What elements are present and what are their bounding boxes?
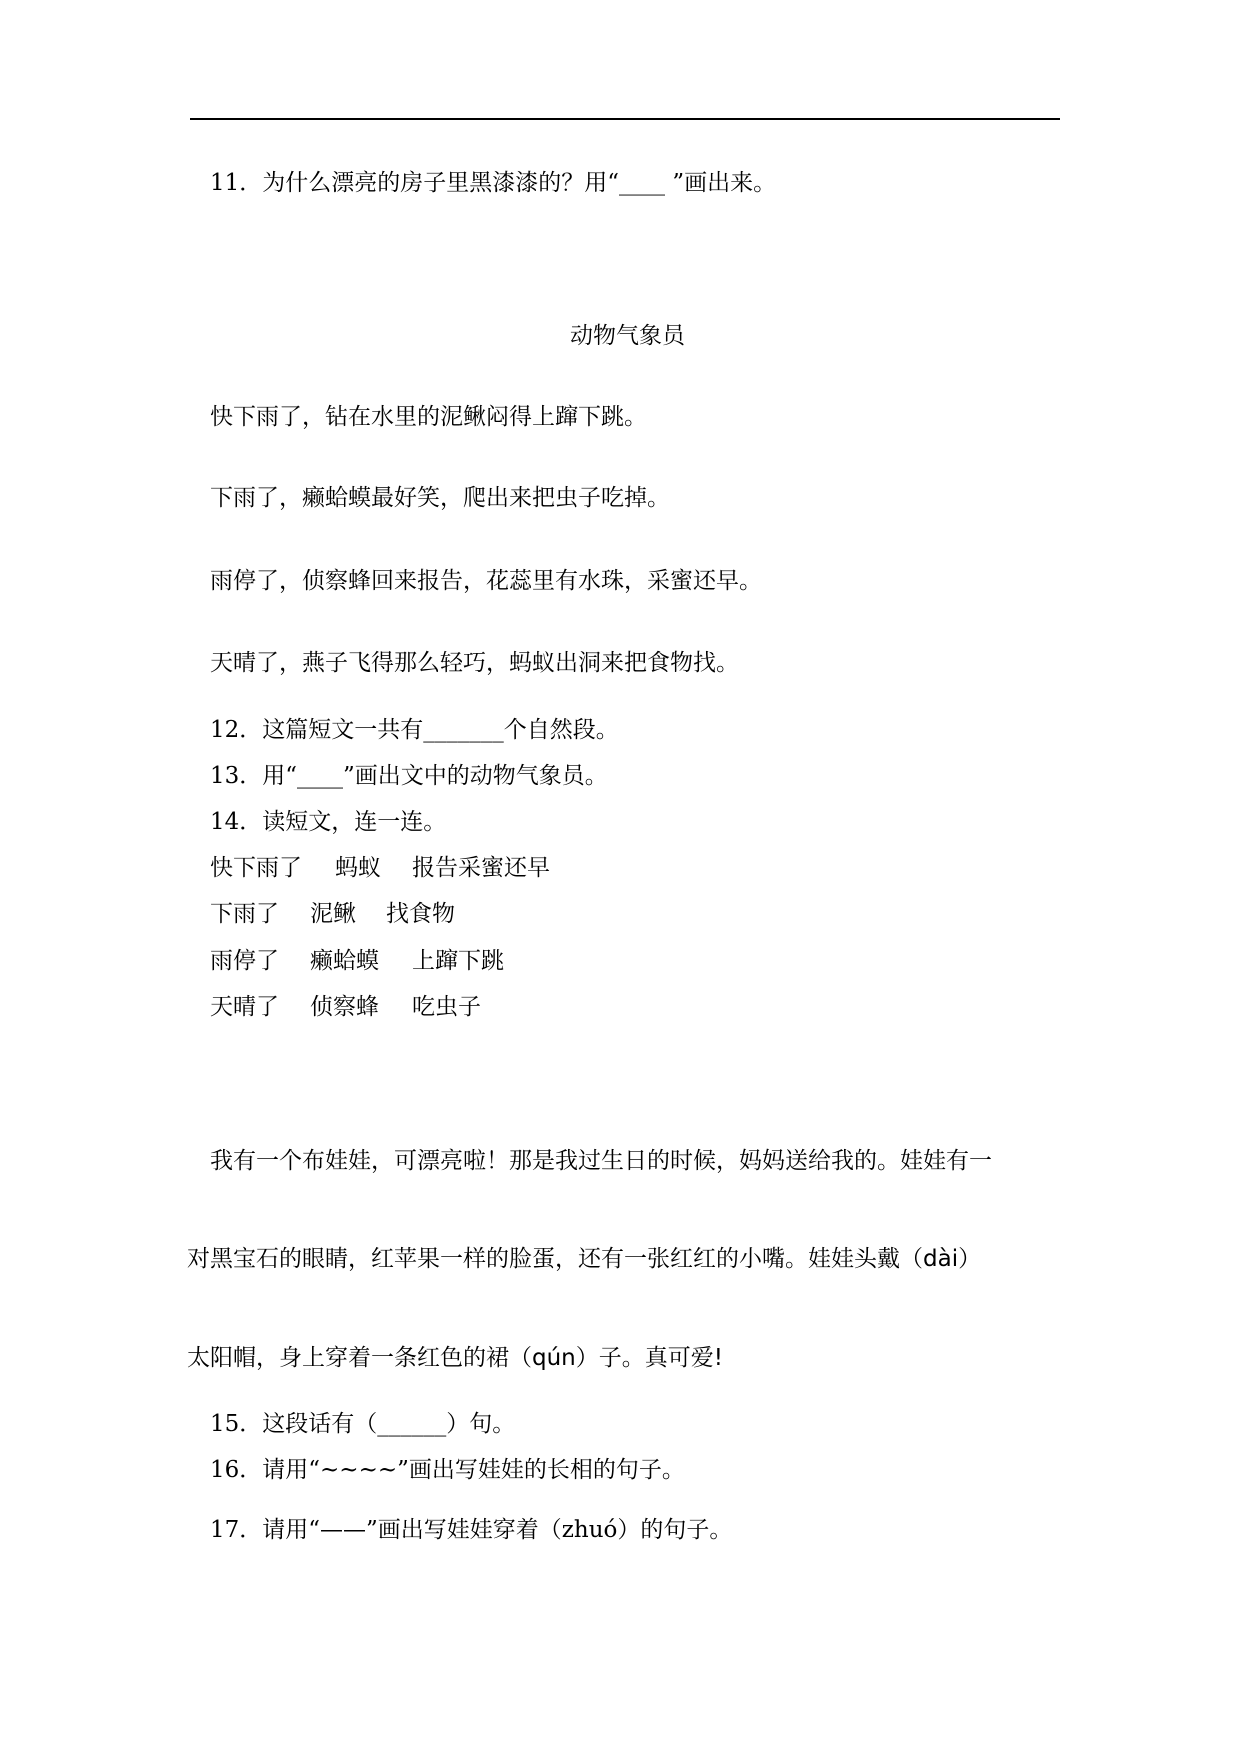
match-animal: 癞蛤蟆 bbox=[310, 948, 379, 974]
match-action: 上蹿下跳 bbox=[412, 948, 504, 974]
passage-line: 天晴了，燕子飞得那么轻巧，蚂蚁出洞来把食物找。 bbox=[210, 650, 739, 676]
passage2-line: 对黑宝石的眼睛，红苹果一样的脸蛋，还有一张红红的小嘴。娃娃头戴（dài） bbox=[187, 1246, 982, 1272]
question-15: 15．这段话有（______）句。 bbox=[210, 1411, 516, 1437]
header-rule bbox=[190, 118, 1060, 120]
question-13: 13．用“____”画出文中的动物气象员。 bbox=[210, 763, 608, 789]
match-animal: 蚂蚁 bbox=[335, 855, 381, 881]
passage-line: 下雨了，癞蛤蟆最好笑，爬出来把虫子吃掉。 bbox=[210, 485, 670, 511]
match-time: 快下雨了 bbox=[210, 855, 302, 881]
question-11: 11．为什么漂亮的房子里黑漆漆的？用“____ ”画出来。 bbox=[210, 170, 777, 196]
match-animal: 泥鳅 bbox=[310, 901, 356, 927]
question-17: 17．请用“——”画出写娃娃穿着（zhuó）的句子。 bbox=[210, 1517, 733, 1543]
match-time: 雨停了 bbox=[210, 948, 279, 974]
match-animal: 侦察蜂 bbox=[310, 994, 379, 1020]
passage2-line: 我有一个布娃娃，可漂亮啦！那是我过生日的时候，妈妈送给我的。娃娃有一 bbox=[210, 1148, 992, 1174]
passage2-line: 太阳帽，身上穿着一条红色的裙（qún）子。真可爱! bbox=[187, 1345, 723, 1371]
passage-line: 快下雨了，钻在水里的泥鳅闷得上蹿下跳。 bbox=[210, 404, 647, 430]
match-time: 天晴了 bbox=[210, 994, 279, 1020]
match-time: 下雨了 bbox=[210, 901, 279, 927]
passage-title: 动物气象员 bbox=[570, 323, 685, 349]
question-16: 16．请用“~~~~”画出写娃娃的长相的句子。 bbox=[210, 1457, 685, 1483]
passage-line: 雨停了，侦察蜂回来报告，花蕊里有水珠，采蜜还早。 bbox=[210, 568, 762, 594]
question-14: 14．读短文，连一连。 bbox=[210, 809, 447, 835]
question-12: 12．这篇短文一共有_______个自然段。 bbox=[210, 717, 619, 743]
match-action: 吃虫子 bbox=[412, 994, 481, 1020]
match-action: 找食物 bbox=[386, 901, 455, 927]
match-action: 报告采蜜还早 bbox=[412, 855, 550, 881]
